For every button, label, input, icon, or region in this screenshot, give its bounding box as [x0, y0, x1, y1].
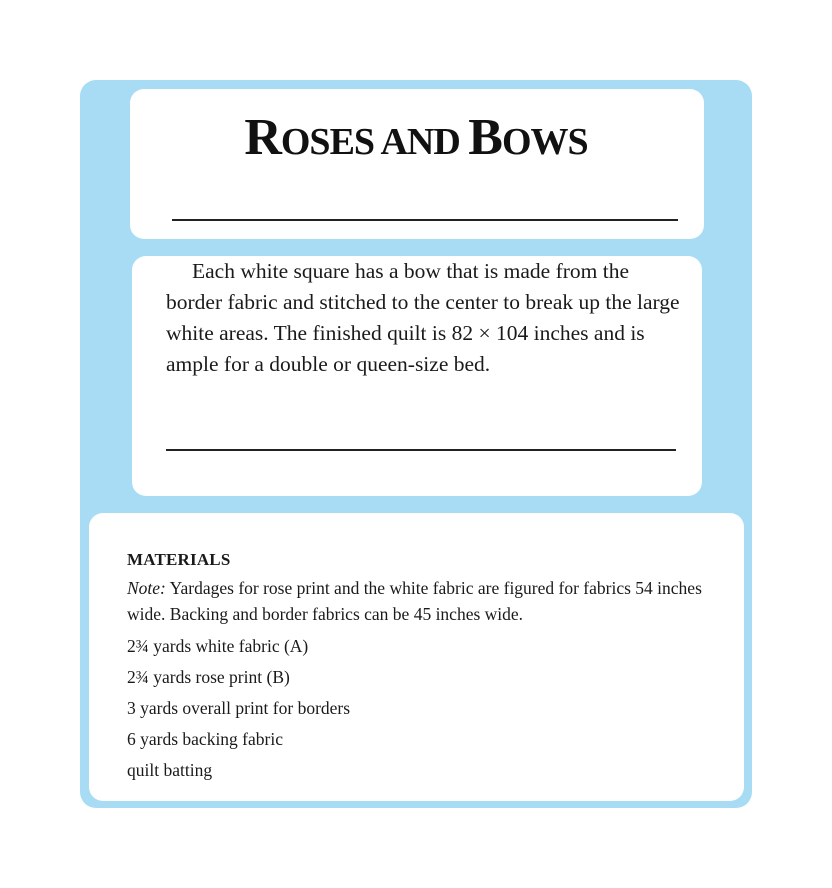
materials-item: 3 yards overall print for borders: [127, 698, 351, 718]
materials-section: [127, 549, 727, 786]
title-rule: [172, 219, 678, 221]
materials-item: 2¾ yards white fabric (A): [127, 636, 309, 656]
materials-item: 2¾ yards rose print (B): [127, 667, 290, 687]
materials-item: 6 yards backing fabric: [127, 729, 283, 749]
materials-note: Note: Yardages for rose print and the white fabric are figured for fabrics 54 inches wide. Backing and border fabrics can be 45 inches wide.: [127, 578, 702, 624]
page-title: ROSES AND BOWS: [244, 109, 588, 166]
materials-heading: MATERIALS: [127, 550, 231, 569]
description-text: Each white square has a bow that is made from the border fabric and stitched to the center to break up the large white areas. The finished quilt is 82 × 104 inches and is ample for a double or queen-size bed.: [166, 259, 680, 376]
description-rule: [166, 449, 676, 451]
materials-item: quilt batting: [127, 760, 213, 780]
